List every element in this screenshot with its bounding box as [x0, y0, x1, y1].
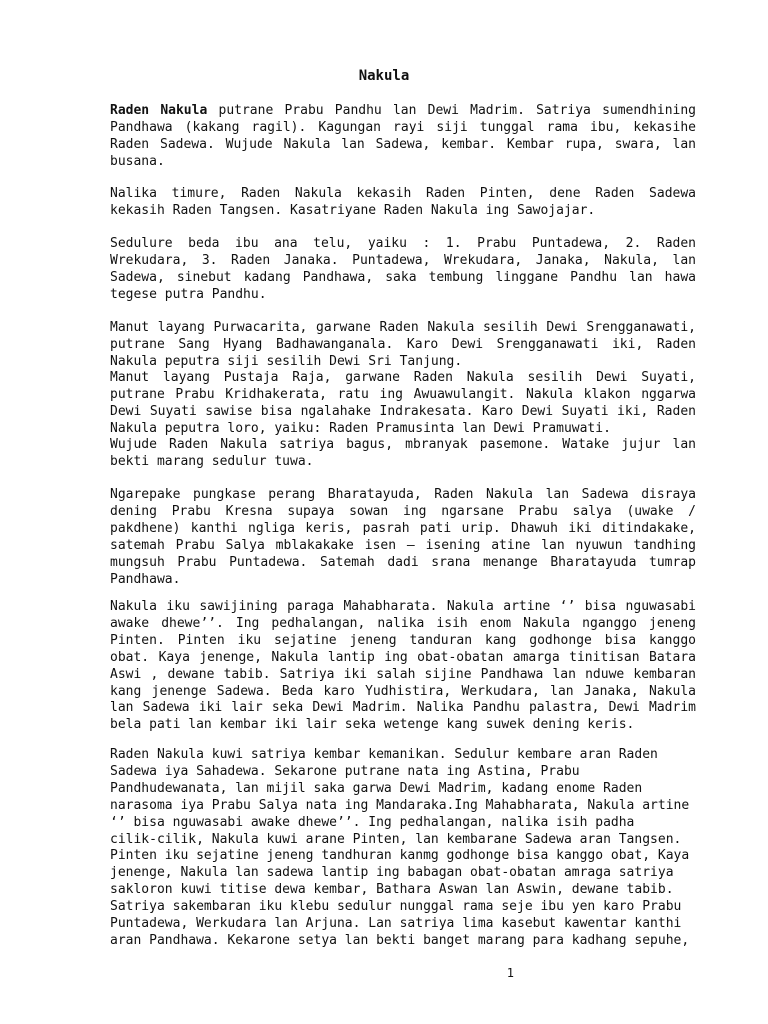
text-line: aran Pandhawa. Kekarone setya lan bekti banget marang para kadhang sepuhe, — [110, 932, 690, 948]
text-line: jenenge, Nakula lan sadewa lantip ing babagan obat-obatan amraga satriya — [110, 865, 674, 881]
text-line: Puntadewa, Werkudara lan Arjuna. Lan satriya lima kasebut kawentar kanthi — [110, 916, 682, 932]
paragraph-text: putrane Prabu Pandhu lan Dewi Madrim. Satriya sumendhining Pandhawa (kakang ragil). Kagungan rayi siji tunggal rama ibu, kekasihe Raden Sadewa. Wujude Nakula lan Sadewa, kembar. Kembar rupa, swara, lan busana. — [110, 103, 697, 169]
paragraph-6: Nakula iku sawijining paraga Mahabharata. Nakula artine ‘’ bisa nguwasabi awake dhewe’’. Ing pedhalangan, nalika isih enom Nakula nganggo jeneng Pinten. Pinten iku sejatine jeneng tanduran kang godhonge bisa kanggo obat. Kaya jenenge, Nakula lantip ing obat-obatan amarga tinitisan Batara Aswi , dewane tabib. Satriya iki salah sijine Pandhawa lan nduwe kembaran kang jenenge Sadewa. Beda karo Yudhistira, Werkudara, lan Janaka, Nakula lan Sadewa iki lair seka Dewi Madrim. Nalika Pandhu palastra, Dewi Madrim bela pati lan kembar iki lair seka wetenge kang suwek dening keris. — [110, 599, 696, 733]
paragraph-4b: Manut layang Pustaja Raja, garwane Raden Nakula sesilih Dewi Suyati, putrane Prabu Kridhakerata, ratu ing Awuawulangit. Nakula klakon nggarwa Dewi Suyati sawise bisa ngalahake Indrakesata. Karo Dewi Suyati iki, Raden Nakula peputra loro, yaiku: Raden Pramusinta lan Dewi Pramuwati. — [110, 370, 696, 436]
text-line: cilik-cilik, Nakula kuwi arane Pinten, lan kembarane Sadewa aran Tangsen. — [110, 831, 682, 847]
text-line: Satriya sakembaran iku klebu sedulur nunggal rama seje ibu yen karo Prabu — [110, 899, 682, 915]
paragraph-4c: Wujude Raden Nakula satriya bagus, mbranyak pasemone. Watake jujur lan bekti marang sedulur tuwa. — [110, 437, 696, 469]
page-number: 1 — [506, 966, 514, 980]
paragraph-2: Nalika timure, Raden Nakula kekasih Raden Pinten, dene Raden Sadewa kekasih Raden Tangsen. Kasatriyane Raden Nakula ing Sawojajar. — [110, 186, 696, 218]
paragraph-lead: Raden Nakula — [110, 103, 208, 118]
text-line: Pinten iku sejatine jeneng tandhuran kanmg godhonge bisa kanggo obat, Kaya — [110, 848, 690, 864]
paragraph-1 — [110, 103, 696, 171]
text-line: narasoma iya Prabu Salya nata ing Mandaraka.Ing Mahabharata, Nakula artine — [110, 797, 690, 813]
text-line: sakloron kuwi titise dewa kembar, Bathara Aswan lan Aswin, dewane tabib. — [110, 882, 674, 898]
text-line: Pandhudewanata, lan mijil saka garwa Dewi Madrim, kadang enome Raden — [110, 780, 643, 796]
paragraph-5: Ngarepake pungkase perang Bharatayuda, Raden Nakula lan Sadewa disraya dening Prabu Kresna supaya sowan ing ngarsane Prabu salya (uwake / pakdhene) kanthi ngliga keris, pasrah pati urip. Dhawuh iki ditindakake, satemah Prabu Salya mblakakake isen – isening atine lan nyuwun tandhing mungsuh Prabu Puntadewa. Satemah dadi srana menange Bharatayuda tumrap Pandhawa. — [110, 487, 696, 587]
paragraph-4: Manut layang Purwacarita, garwane Raden Nakula sesilih Dewi Srengganawati, putrane Sang Hyang Badhawanganala. Karo Dewi Srengganawati iki, Raden Nakula peputra siji sesilih Dewi Sri Tanjung. — [110, 320, 696, 369]
text-line: ‘’ bisa nguwasabi awake dhewe’’. Ing pedhalangan, nalika isih padha — [110, 814, 635, 830]
paragraph-7 — [110, 747, 696, 950]
page-title: Nakula — [358, 68, 410, 84]
text-line: Sadewa iya Sahadewa. Sekarone putrane nata ing Astina, Prabu — [110, 763, 580, 779]
paragraph-3: Sedulure beda ibu ana telu, yaiku : 1. Prabu Puntadewa, 2. Raden Wrekudara, 3. Raden Janaka. Puntadewa, Wrekudara, Janaka, Nakula, lan Sadewa, sinebut kadang Pandhawa, saka tembung linggane Pandhu lan hawa tegese putra Pandhu. — [110, 236, 696, 302]
text-line: Raden Nakula kuwi satriya kembar kemanikan. Sedulur kembare aran Raden — [110, 747, 658, 762]
